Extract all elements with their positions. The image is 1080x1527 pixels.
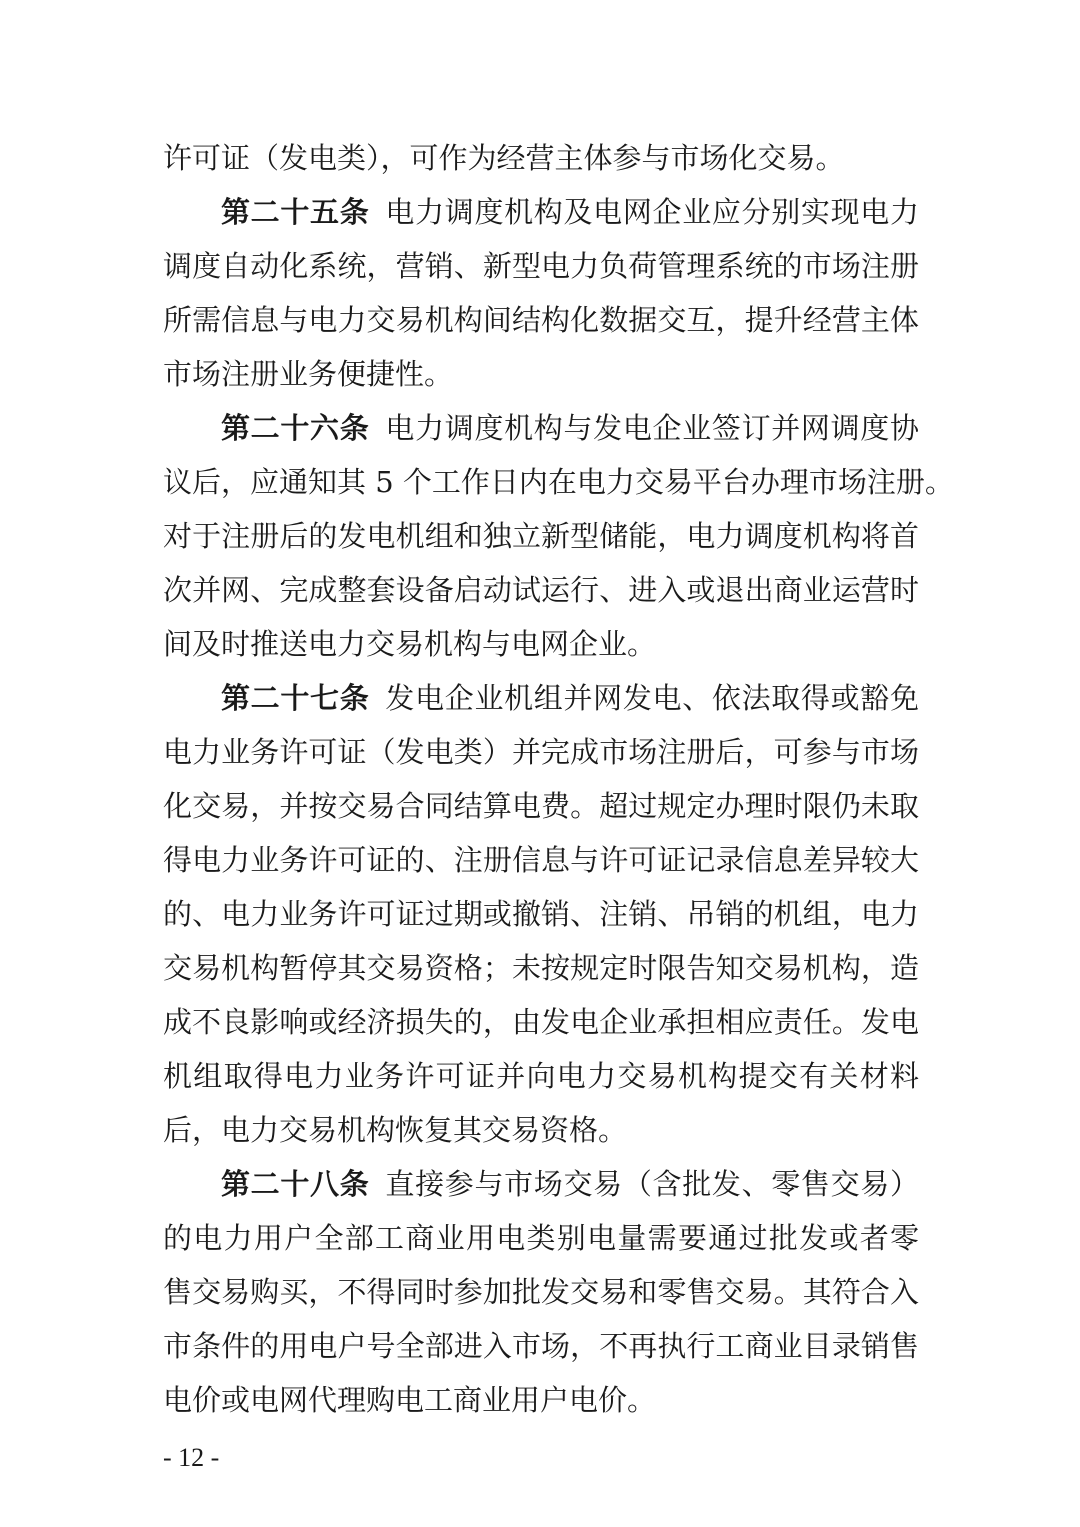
text-line	[163, 1380, 919, 1420]
line-text: 对于注册后的发电机组和独立新型储能，电力调度机构将首	[163, 519, 919, 553]
line-text: 的电力用户全部工商业用电类别电量需要通过批发或者零	[163, 1221, 919, 1255]
line-text: 调度自动化系统，营销、新型电力负荷管理系统的市场注册	[163, 249, 919, 283]
line-text: 市场注册业务便捷性。	[163, 357, 454, 391]
article-heading: 第二十六条	[221, 411, 370, 445]
line-text: 得电力业务许可证的、注册信息与许可证记录信息差异较大	[163, 843, 919, 877]
line-text: 市条件的用电户号全部进入市场，不再执行工商业目录销售	[163, 1329, 919, 1363]
text-line	[163, 1002, 919, 1042]
text-line	[163, 1056, 919, 1096]
text-line	[163, 732, 919, 772]
text-line	[163, 138, 919, 178]
line-text: 机组取得电力业务许可证并向电力交易机构提交有关材料	[163, 1059, 919, 1093]
text-line	[163, 1272, 919, 1312]
text-line	[163, 1110, 919, 1150]
line-text: 后，电力交易机构恢复其交易资格。	[163, 1113, 628, 1147]
article-26-line	[221, 408, 919, 448]
text-line	[163, 354, 919, 394]
line-text: 直接参与市场交易（含批发、零售交易）	[385, 1167, 919, 1201]
article-25-line	[221, 192, 919, 232]
line-text: 交易机构暂停其交易资格；未按规定时限告知交易机构，造	[163, 951, 919, 985]
text-line	[163, 462, 954, 502]
line-text: 电价或电网代理购电工商业用户电价。	[163, 1383, 657, 1417]
text-line	[163, 1218, 919, 1258]
text-line	[163, 840, 919, 880]
article-heading: 第二十八条	[221, 1167, 370, 1201]
text-line	[163, 570, 919, 610]
article-heading: 第二十五条	[221, 195, 370, 229]
text-line	[163, 948, 919, 988]
line-text: 电力调度机构及电网企业应分别实现电力	[385, 195, 919, 229]
text-line	[163, 894, 919, 934]
line-text: 议后，应通知其 5 个工作日内在电力交易平台办理市场注册。	[163, 465, 954, 499]
line-text: 间及时推送电力交易机构与电网企业。	[163, 627, 657, 661]
line-text: 售交易购买，不得同时参加批发交易和零售交易。其符合入	[163, 1275, 919, 1309]
page-number: - 12 -	[163, 1443, 220, 1472]
text-line	[163, 786, 919, 826]
text-line	[163, 624, 919, 664]
text-line	[163, 1326, 919, 1366]
line-text: 电力业务许可证（发电类）并完成市场注册后，可参与市场	[163, 735, 919, 769]
text-line	[163, 246, 919, 286]
article-heading: 第二十七条	[221, 681, 370, 715]
line-text: 化交易，并按交易合同结算电费。超过规定办理时限仍未取	[163, 789, 919, 823]
line-text: 电力调度机构与发电企业签订并网调度协	[385, 411, 919, 445]
line-text: 所需信息与电力交易机构间结构化数据交互，提升经营主体	[163, 303, 919, 337]
line-text: 的、电力业务许可证过期或撤销、注销、吊销的机组，电力	[163, 897, 919, 931]
line-text: 成不良影响或经济损失的，由发电企业承担相应责任。发电	[163, 1005, 919, 1039]
line-text: 次并网、完成整套设备启动试运行、进入或退出商业运营时	[163, 573, 919, 607]
text-line	[163, 300, 919, 340]
line-text: 发电企业机组并网发电、依法取得或豁免	[385, 681, 919, 715]
line-text: 许可证（发电类），可作为经营主体参与市场化交易。	[163, 141, 845, 175]
article-27-line	[221, 678, 919, 718]
text-line	[163, 516, 919, 556]
article-28-line	[221, 1164, 919, 1204]
